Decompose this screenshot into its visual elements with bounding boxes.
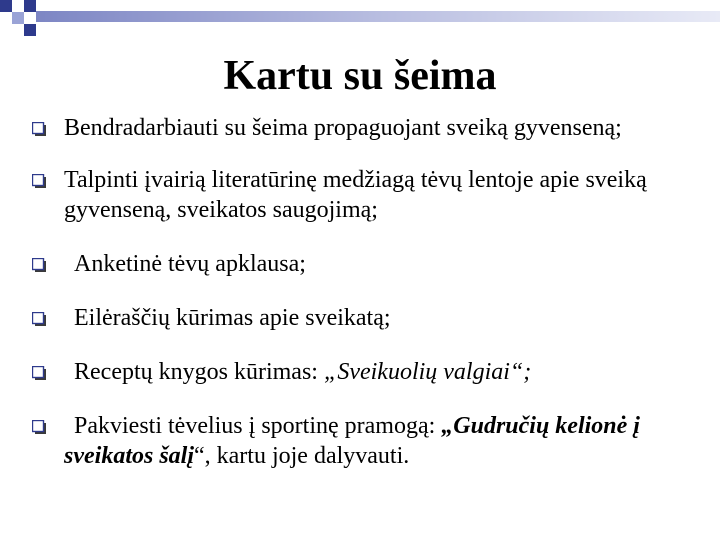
bullet-text-3: Anketinė tėvų apklausa; [74, 251, 306, 277]
hollow-square-bullet-icon [32, 174, 46, 188]
hollow-square-bullet-icon [32, 420, 46, 434]
hollow-square-bullet-icon [32, 312, 46, 326]
bullet-item-6 [32, 411, 692, 471]
bullet-text-6-prefix: Pakviesti tėvelius į sportinę pramogą: [74, 413, 442, 439]
checkered-corner-decoration [0, 0, 36, 36]
bullet-list [32, 113, 692, 495]
hollow-square-bullet-icon [32, 258, 46, 272]
bullet-text-1: Bendradarbiauti su šeima propaguojant sveiką gyvenseną; [64, 115, 622, 141]
bullet-item-3 [32, 249, 692, 279]
bullet-item-4 [32, 303, 692, 333]
bullet-text-5-italic: „Sveikuolių valgiai“; [323, 359, 532, 385]
bullet-text-2: Talpinti įvairią literatūrinę medžiagą tėvų lentoje apie sveiką gyvenseną, sveikatos saugojimą; [64, 167, 647, 223]
bullet-text-5-prefix: Receptų knygos kūrimas: [74, 359, 324, 385]
top-gradient-band [36, 11, 720, 22]
hollow-square-bullet-icon [32, 122, 46, 136]
slide-title-text: Kartu su šeima [223, 53, 497, 99]
bullet-text-6-bold-italic: „Gudručių kelionė į sveikatos šalį [64, 413, 640, 469]
slide-title [0, 50, 720, 102]
bullet-item-5 [32, 357, 692, 387]
top-decoration-bar [0, 0, 720, 40]
bullet-item-1 [32, 113, 692, 143]
bullet-text-6-suffix: “, kartu joje dalyvauti. [194, 443, 410, 469]
hollow-square-bullet-icon [32, 366, 46, 380]
bullet-item-2 [32, 165, 692, 225]
bullet-text-4: Eilėraščių kūrimas apie sveikatą; [74, 305, 391, 331]
